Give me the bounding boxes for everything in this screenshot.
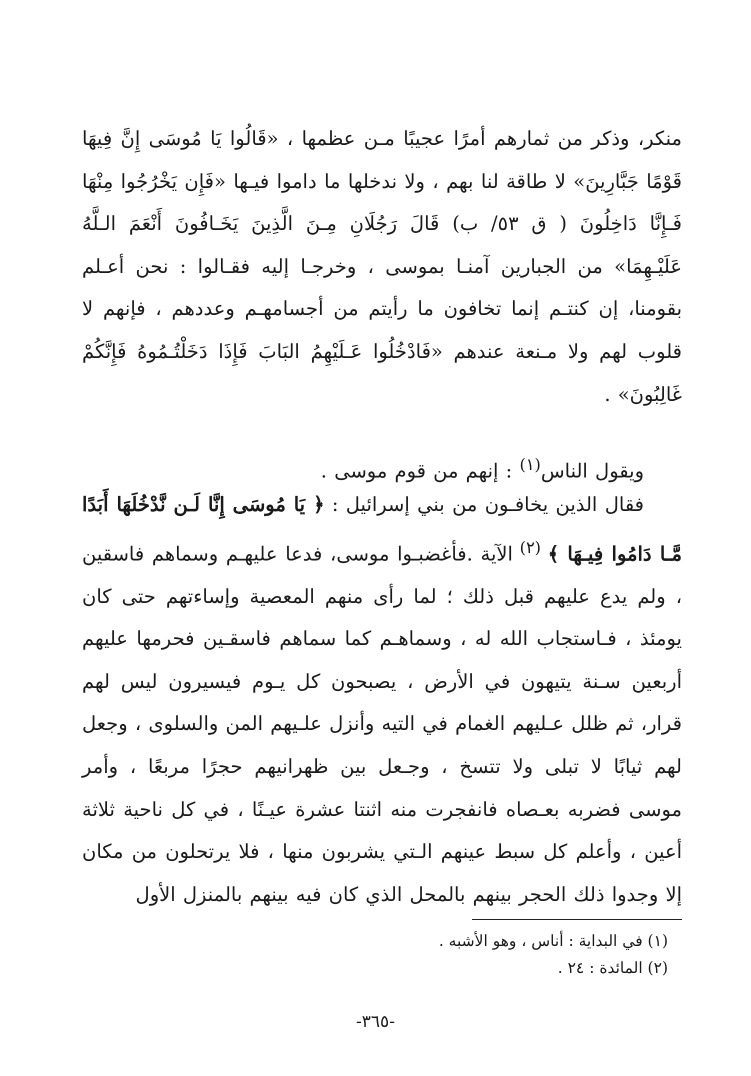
paragraph-3-block xyxy=(82,484,682,916)
paragraph-2-text: ويقول الناس xyxy=(540,459,644,483)
footnote-ref-2: (٢) xyxy=(512,537,548,557)
page-number: -٣٦٥- xyxy=(356,1012,395,1032)
paragraph-1-block xyxy=(82,118,682,416)
paragraph-2-rest: : إنهم من قوم موسى . xyxy=(320,459,520,483)
quran-verse: ﴿ يَا مُوسَى إِنَّا لَـن نَّدْخُلَهَا أَبَدًا مَّـا دَامُوا فِيـهَا ﴾ xyxy=(82,493,682,566)
footnote-1: (١) في البداية : أناس ، وهو الأشبه . xyxy=(438,932,668,950)
footnote-ref-1: (١) xyxy=(519,455,541,474)
footnotes xyxy=(82,928,682,982)
paragraph-1: منكر، وذكر من ثمارهم أمرًا عجيبًا مـن عظمها ، «قَالُوا يَا مُوسَى إِنَّ فِيهَا قَوْمًا جَبَّارِينَ» لا طاقة لنا بهم ، ولا ندخلها ما داموا فيـها «فَإِن يَخْرُجُوا مِنْهَا فَـإِنَّا دَاخِلُونَ ( ق ٥٣/ ب) قَالَ رَجُلَانِ مِـنَ الَّذِينَ يَخَـافُونَ أَنْعَمَ الـلَّهُ عَلَيْـهِمَا» من الجبارين آمنـا بموسى ، وخرجـا إليه فقـالوا : نحن أعـلم بقومنا، إن كنتـم إنما تخافون ما رأيتم من أجسامهـم وعددهم ، فإنهم لا قلوب لهم ولا مـنعة عندهم «فَادْخُلُوا عَـلَيْهِمُ البَابَ فَإِذَا دَخَلْتُـمُوهُ فَإِنَّكُمْ غَالِبُونَ» . xyxy=(82,127,682,406)
footnote-2: (٢) المائدة : ٢٤ . xyxy=(557,959,668,977)
paragraph-3-lead: فقال الذين يخافـون من بني إسرائيل : xyxy=(324,493,644,516)
paragraph-3 xyxy=(82,484,682,916)
paragraph-3-rest: الآية .فأغضبـوا موسى، فدعا عليهـم وسماهم فاسقين ، ولم يدع عليهم قبل ذلك ؛ لما رأى منهم المعصية وإساءتهم حتى كان يومئذ ، فـاستجاب الله له ، وسماهـم كما سماهم فاسقـين فحرمها عليهم أربعين سـنة يتيهون في الأرض ، يصبحون كل يـوم فيسيرون ليس لهم قرار، ثم ظلل عـليهم الغمام في التيه وأنزل علـيهم المن والسلوى ، وجعل لهم ثيابًا لا تبلى ولا تتسخ ، وجـعل بين ظهرانيهم حجرًا مربعًا ، وأمر موسى فضربه بعـصاه فانفجرت منه اثنتا عشرة عيـنًا ، في كل ناحية ثلاثة أعين ، وأعلم كل سبط عينهم الـتي يشربون منها ، فلا يرتحلون من مكان إلا وجدوا ذلك الحجر بينهم بالمحل الذي كان فيه بينهم بالمنزل الأول xyxy=(82,542,682,906)
footnote-divider xyxy=(472,919,682,920)
